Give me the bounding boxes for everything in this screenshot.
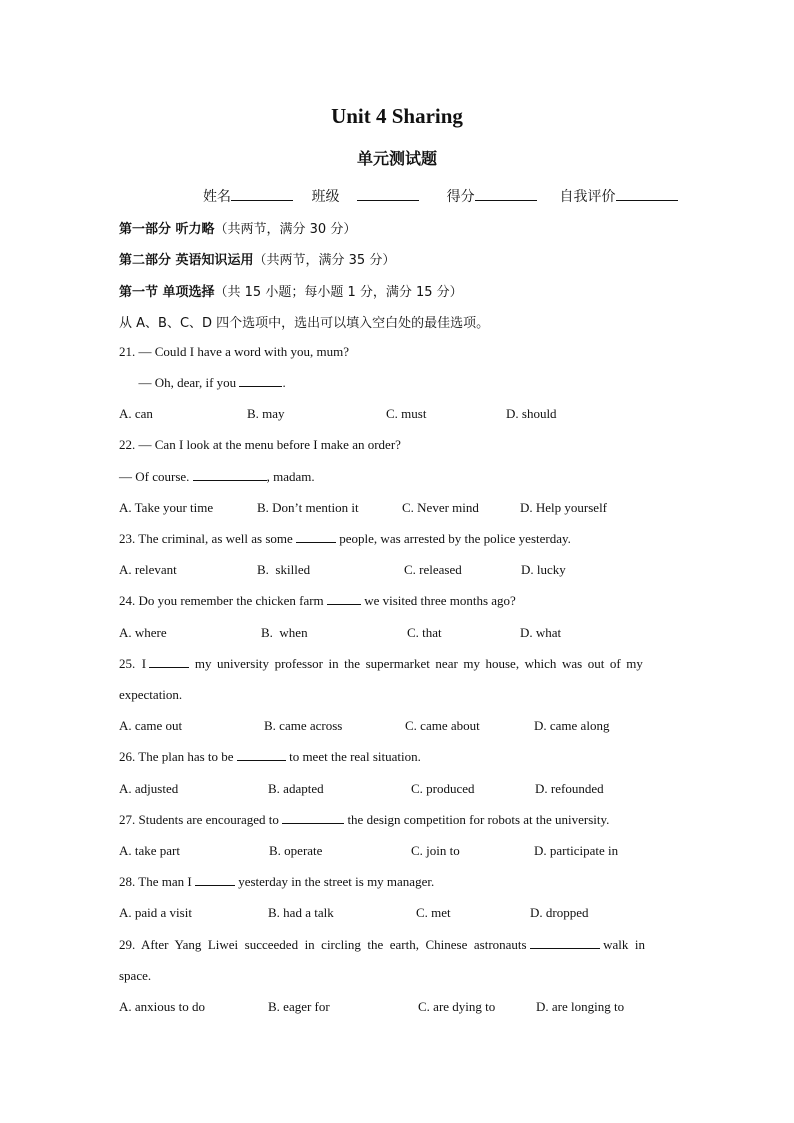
option-c[interactable]: C. came about <box>405 718 480 733</box>
question-22-stem: 22. — Can I look at the menu before I make an order? <box>119 437 401 452</box>
option-a[interactable]: A. anxious to do <box>119 999 205 1014</box>
class-blank[interactable] <box>357 188 419 201</box>
option-c[interactable]: C. released <box>404 562 462 577</box>
option-a[interactable]: A. Take your time <box>119 500 214 515</box>
option-c[interactable]: C. met <box>416 905 451 920</box>
self-eval-label: 自我评价 <box>559 189 616 205</box>
option-d[interactable]: D. should <box>506 406 557 421</box>
answer-blank[interactable] <box>149 656 189 668</box>
score-blank[interactable] <box>475 188 537 201</box>
part2-heading <box>119 249 395 268</box>
question-26-stem: 26. The plan has to be to meet the real situation. <box>119 749 421 764</box>
option-a[interactable]: A. paid a visit <box>119 905 192 920</box>
option-c[interactable]: C. that <box>407 625 442 640</box>
option-a[interactable]: A. can <box>119 406 153 421</box>
option-b[interactable]: B. adapted <box>268 781 324 796</box>
option-b[interactable]: B. came across <box>264 718 343 733</box>
option-a[interactable]: A. relevant <box>119 562 177 577</box>
part2-title: 第二部分 英语知识运用 <box>119 253 254 268</box>
option-b[interactable]: B. operate <box>269 843 323 858</box>
question-25-stem-cont: expectation. <box>119 687 183 702</box>
option-c[interactable]: C. must <box>386 406 427 421</box>
option-a[interactable]: A. came out <box>119 718 183 733</box>
option-d[interactable]: D. Help yourself <box>520 500 608 515</box>
student-info-row <box>203 186 692 206</box>
instruction-text: 从 A、B、C、D 四个选项中，选出可以填入空白处的最佳选项。 <box>119 316 490 331</box>
option-b[interactable]: B. when <box>261 625 308 640</box>
option-d[interactable]: D. participate in <box>534 843 619 858</box>
score-field[interactable] <box>438 186 537 206</box>
answer-blank[interactable] <box>282 812 344 824</box>
answer-blank[interactable] <box>530 937 600 949</box>
question-23-stem: 23. The criminal, as well as some people, was arrested by the police yesterday. <box>119 531 571 546</box>
question-25-stem: 25. I my university professor in the supermarket near my house, which was out of my <box>119 656 643 671</box>
section1-title: 第一节 单项选择 <box>119 285 215 300</box>
score-label: 得分 <box>446 189 475 205</box>
question-21-reply: — Oh, dear, if you . <box>119 375 286 390</box>
question-29-stem-cont: space. <box>119 968 152 983</box>
part1-title: 第一部分 听力略 <box>119 222 215 237</box>
answer-blank[interactable] <box>239 375 282 387</box>
name-label: 姓名 <box>203 189 231 205</box>
part2-detail: （共两节，满分 35 分） <box>253 253 396 268</box>
part1-detail: （共两节，满分 30 分） <box>214 222 357 237</box>
option-b[interactable]: B. skilled <box>257 562 311 577</box>
section1-detail: （共 15 小题；每小题 1 分，满分 15 分） <box>214 285 463 300</box>
name-field[interactable] <box>203 186 293 206</box>
option-d[interactable]: D. what <box>520 625 562 640</box>
self-eval-blank[interactable] <box>616 188 678 201</box>
answer-blank[interactable] <box>296 531 336 543</box>
option-d[interactable]: D. are longing to <box>536 999 625 1014</box>
option-b[interactable]: B. may <box>247 406 285 421</box>
answer-blank[interactable] <box>327 593 361 605</box>
option-c[interactable]: C. are dying to <box>418 999 496 1014</box>
option-c[interactable]: C. Never mind <box>402 500 479 515</box>
question-27-stem: 27. Students are encouraged to the design competition for robots at the university. <box>119 812 610 827</box>
option-d[interactable]: D. dropped <box>530 905 589 920</box>
option-c[interactable]: C. produced <box>411 781 475 796</box>
option-d[interactable]: D. came along <box>534 718 610 733</box>
section1-heading <box>119 281 463 300</box>
answer-blank[interactable] <box>193 469 267 481</box>
answer-blank[interactable] <box>237 749 286 761</box>
page-subtitle: 单元测试题 <box>356 149 437 168</box>
option-b[interactable]: B. had a talk <box>268 905 334 920</box>
option-d[interactable]: D. lucky <box>521 562 566 577</box>
option-b[interactable]: B. Don’t mention it <box>257 500 359 515</box>
self-eval-field[interactable] <box>555 186 677 206</box>
option-b[interactable]: B. eager for <box>268 999 330 1014</box>
question-28-stem: 28. The man I yesterday in the street is my manager. <box>119 874 435 889</box>
part1-heading <box>119 218 356 237</box>
question-24-stem: 24. Do you remember the chicken farm we visited three months ago? <box>119 593 516 608</box>
name-blank[interactable] <box>231 188 293 201</box>
option-d[interactable]: D. refounded <box>535 781 604 796</box>
question-29-stem: 29. After Yang Liwei succeeded in circling the earth, Chinese astronauts walk in <box>119 937 645 952</box>
class-label: 班级 <box>311 189 340 205</box>
question-21-stem: 21. — Could I have a word with you, mum? <box>119 344 349 359</box>
option-a[interactable]: A. take part <box>119 843 181 858</box>
answer-blank[interactable] <box>195 874 235 886</box>
option-a[interactable]: A. adjusted <box>119 781 179 796</box>
page-title: Unit 4 Sharing <box>331 104 463 128</box>
option-c[interactable]: C. join to <box>411 843 460 858</box>
question-22-reply: — Of course. , madam. <box>119 469 315 484</box>
class-field[interactable] <box>311 186 419 206</box>
option-a[interactable]: A. where <box>119 625 167 640</box>
